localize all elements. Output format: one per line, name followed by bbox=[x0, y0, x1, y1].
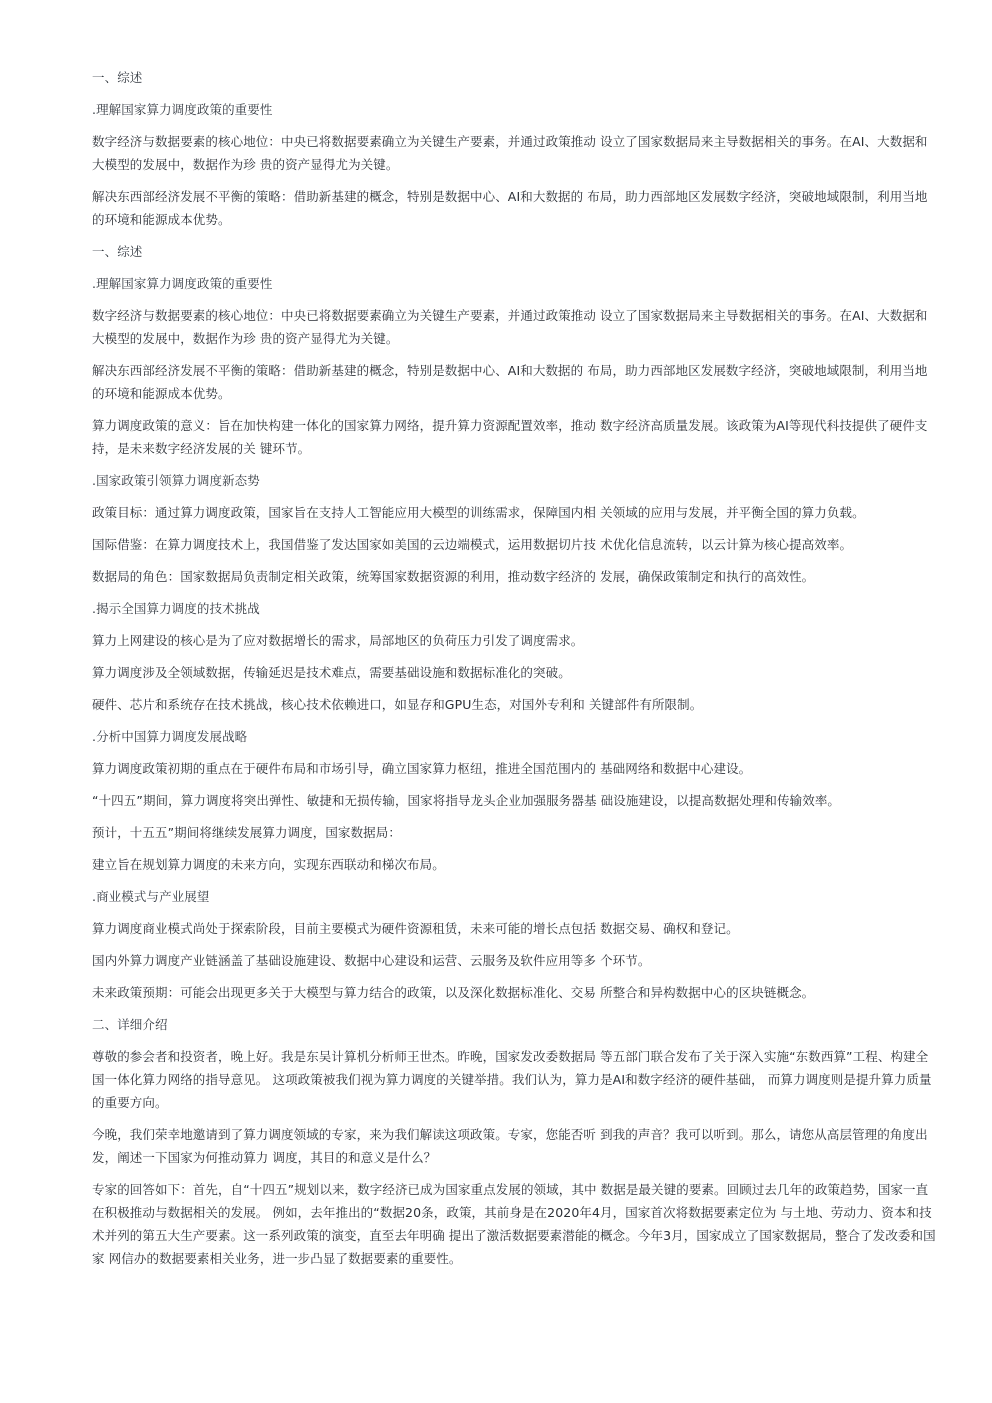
paragraph: 国内外算力调度产业链涵盖了基础设施建设、数据中心建设和运营、云服务及软件应用等多 个环节。 bbox=[92, 953, 651, 968]
section-heading: 一、综述 bbox=[92, 244, 143, 259]
section-heading: 一、综述 bbox=[92, 70, 143, 85]
paragraph: 算力调度政策的意义：旨在加快构建一体化的国家算力网络，提升算力资源配置效率，推动 数字经济高质量发展。该政策为AI等现代科技提供了硬件支持，是未来数字经济发展的关 键环节。 bbox=[92, 418, 928, 456]
paragraph: 未来政策预期：可能会出现更多关于大模型与算力结合的政策，以及深化数据标准化、交易 所整合和异构数据中心的区块链概念。 bbox=[92, 985, 815, 1000]
paragraph: 算力调度政策初期的重点在于硬件布局和市场引导，确立国家算力枢纽，推进全国范围内的 基础网络和数据中心建设。 bbox=[92, 761, 752, 776]
paragraph: 尊敬的参会者和投资者，晚上好。我是东吴计算机分析师王世杰。昨晚，国家发改委数据局 等五部门联合发布了关于深入实施“东数西算”工程、构建全国一体化算力网络的指导意见。 这项政策被我们视为算力调度的关键举措。我们认为，算力是AI和数字经济的硬件基础， 而算力调度则是提升算力质量的重要方向。 bbox=[92, 1049, 932, 1110]
paragraph: 算力调度商业模式尚处于探索阶段，目前主要模式为硬件资源租赁，未来可能的增长点包括 数据交易、确权和登记。 bbox=[92, 921, 739, 936]
subsection-heading: .理解国家算力调度政策的重要性 bbox=[92, 102, 273, 117]
document-body bbox=[92, 66, 940, 1279]
paragraph: 解决东西部经济发展不平衡的策略：借助新基建的概念，特别是数据中心、AI和大数据的 布局，助力西部地区发展数字经济，突破地域限制，利用当地的环境和能源成本优势。 bbox=[92, 189, 928, 227]
paragraph: 算力调度涉及全领域数据，传输延迟是技术难点，需要基础设施和数据标准化的突破。 bbox=[92, 665, 571, 680]
subsection-heading: .国家政策引领算力调度新态势 bbox=[92, 473, 260, 488]
subsection-heading: .商业模式与产业展望 bbox=[92, 889, 210, 904]
paragraph: 今晚，我们荣幸地邀请到了算力调度领域的专家，来为我们解读这项政策。专家，您能否听 到我的声音？我可以听到。那么，请您从高层管理的角度出发，阐述一下国家为何推动算力 调度，其目的和意义是什么？ bbox=[92, 1127, 928, 1165]
paragraph: 建立旨在规划算力调度的未来方向，实现东西联动和梯次布局。 bbox=[92, 857, 445, 872]
paragraph: “十四五”期间，算力调度将突出弹性、敏捷和无损传输，国家将指导龙头企业加强服务器基 础设施建设，以提高数据处理和传输效率。 bbox=[92, 793, 841, 808]
paragraph: 预计，十五五”期间将继续发展算力调度，国家数据局： bbox=[92, 825, 401, 840]
subsection-heading: .理解国家算力调度政策的重要性 bbox=[92, 276, 273, 291]
paragraph: 算力上网建设的核心是为了应对数据增长的需求，局部地区的负荷压力引发了调度需求。 bbox=[92, 633, 584, 648]
section-heading: 二、详细介绍 bbox=[92, 1017, 168, 1032]
paragraph: 数据局的角色：国家数据局负责制定相关政策，统筹国家数据资源的利用，推动数字经济的 发展，确保政策制定和执行的高效性。 bbox=[92, 569, 815, 584]
paragraph: 数字经济与数据要素的核心地位：中央已将数据要素确立为关键生产要素，并通过政策推动 设立了国家数据局来主导数据相关的事务。在AI、大数据和大模型的发展中，数据作为珍 贵的资产显得尤为关键。 bbox=[92, 134, 928, 172]
paragraph: 专家的回答如下：首先，自“十四五”规划以来，数字经济已成为国家重点发展的领域，其中 数据是最关键的要素。回顾过去几年的政策趋势，国家一直在积极推动与数据相关的发展。 例如，去年推出的“数据20条，政策，其前身是在2020年4月，国家首次将数据要素定位为 与土地、劳动力、资本和技术并列的第五大生产要素。这一系列政策的演变，直至去年明确 提出了激活数据要素潜能的概念。今年3月，国家成立了国家数据局，整合了发改委和国家 网信办的数据要素相关业务，进一步凸显了数据要素的重要性。 bbox=[92, 1182, 936, 1266]
subsection-heading: .揭示全国算力调度的技术挑战 bbox=[92, 601, 260, 616]
subsection-heading: .分析中国算力调度发展战略 bbox=[92, 729, 248, 744]
paragraph: 硬件、芯片和系统存在技术挑战，核心技术依赖进口，如显存和GPU生态，对国外专利和 关键部件有所限制。 bbox=[92, 697, 703, 712]
paragraph: 解决东西部经济发展不平衡的策略：借助新基建的概念，特别是数据中心、AI和大数据的 布局，助力西部地区发展数字经济，突破地域限制，利用当地的环境和能源成本优势。 bbox=[92, 363, 928, 401]
paragraph: 数字经济与数据要素的核心地位：中央已将数据要素确立为关键生产要素，并通过政策推动 设立了国家数据局来主导数据相关的事务。在AI、大数据和大模型的发展中，数据作为珍 贵的资产显得尤为关键。 bbox=[92, 308, 928, 346]
paragraph: 政策目标：通过算力调度政策，国家旨在支持人工智能应用大模型的训练需求，保障国内相 关领域的应用与发展，并平衡全国的算力负载。 bbox=[92, 505, 865, 520]
paragraph: 国际借鉴：在算力调度技术上，我国借鉴了发达国家如美国的云边端模式，运用数据切片技 术优化信息流转，以云计算为核心提高效率。 bbox=[92, 537, 853, 552]
